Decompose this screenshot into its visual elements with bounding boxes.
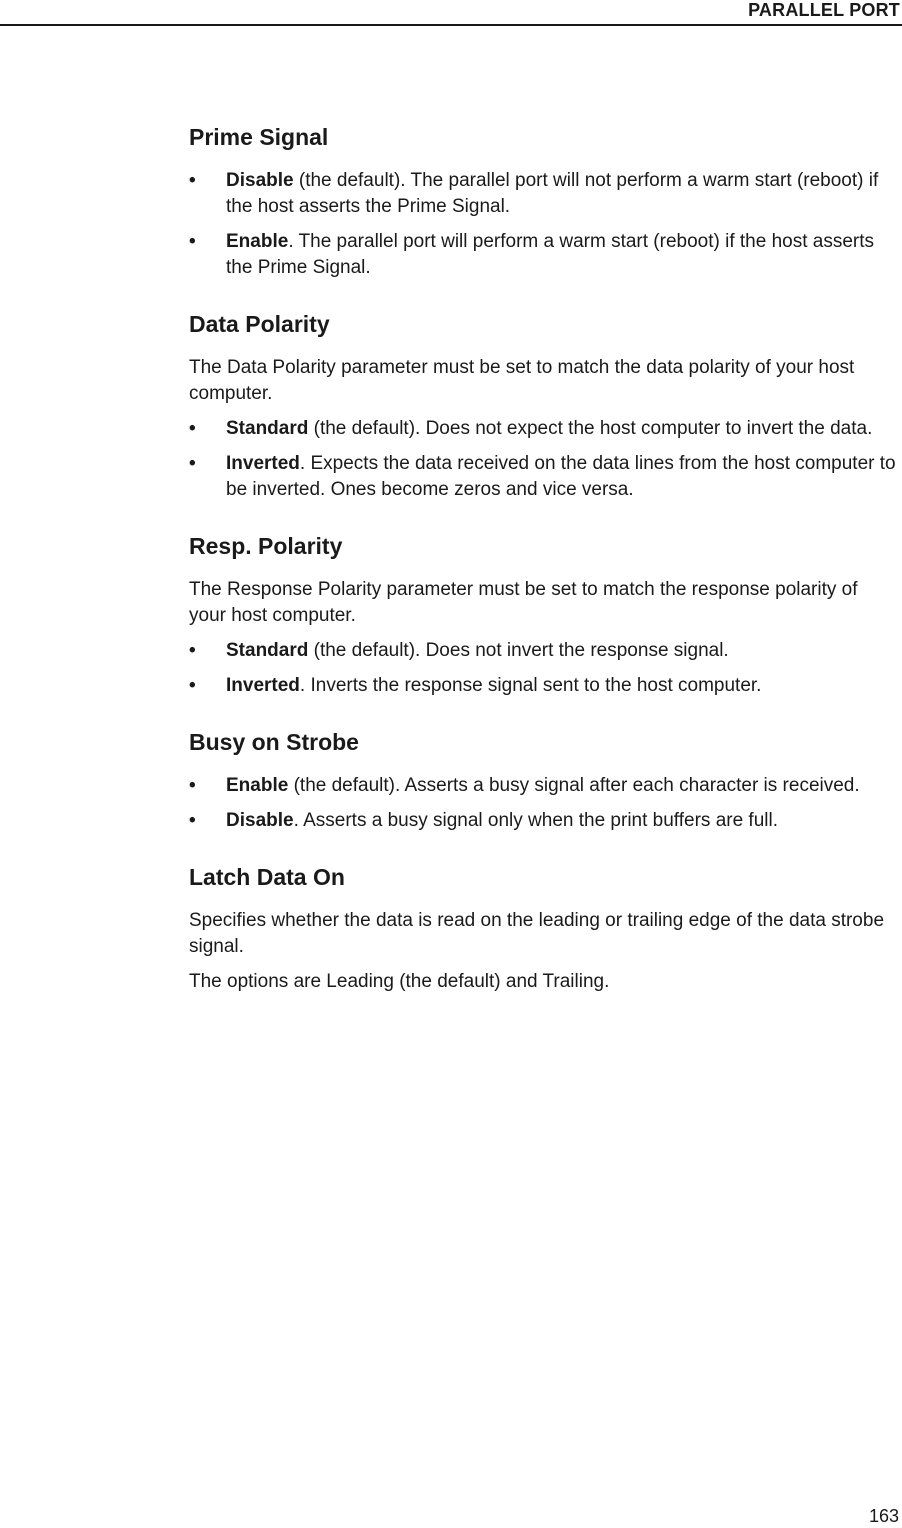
section-title: Prime Signal	[189, 124, 329, 150]
page-number: 163	[868, 1506, 899, 1526]
section-gap	[189, 290, 899, 309]
section-title: Busy on Strobe	[189, 729, 359, 755]
option-description: . The parallel port will perform a warm start (reboot) if the host asserts the Prime Signal.	[226, 231, 875, 278]
option-description: (the default). Asserts a busy signal after each character is received.	[288, 775, 860, 796]
option-term: Standard	[226, 418, 309, 439]
section-resp-polarity	[189, 531, 899, 699]
bullet-icon: •	[189, 453, 196, 474]
section-intro: The Response Polarity parameter must be set to match the response polarity of your host computer.	[189, 579, 858, 626]
section-gap	[189, 708, 899, 727]
section-paragraph: Specifies whether the data is read on the leading or trailing edge of the data strobe signal.	[189, 910, 885, 957]
list-item	[189, 416, 899, 442]
list-item	[189, 451, 899, 503]
section-paragraph: The options are Leading (the default) and Trailing.	[189, 971, 610, 992]
bullet-list	[189, 168, 899, 281]
list-item	[189, 229, 899, 281]
option-term: Enable	[226, 231, 289, 252]
bullet-icon: •	[189, 675, 196, 696]
bullet-icon: •	[189, 231, 196, 252]
option-description: (the default). The parallel port will not perform a warm start (reboot) if the host asserts the Prime Signal.	[226, 170, 879, 217]
section-prime-signal	[189, 122, 899, 281]
list-item	[189, 638, 899, 664]
section-busy-on-strobe	[189, 727, 899, 834]
bullet-icon: •	[189, 810, 196, 831]
option-description: . Inverts the response signal sent to the host computer.	[299, 675, 762, 696]
bullet-icon: •	[189, 418, 196, 439]
section-intro: The Data Polarity parameter must be set to match the data polarity of your host computer.	[189, 357, 855, 404]
list-item	[189, 168, 899, 220]
bullet-list	[189, 416, 899, 503]
bullet-icon: •	[189, 775, 196, 796]
page-content	[189, 122, 899, 1004]
section-title: Latch Data On	[189, 864, 345, 890]
section-gap	[189, 843, 899, 862]
option-description: . Expects the data received on the data lines from the host computer to be inverted. Ones become zeros and vice versa.	[226, 453, 896, 500]
section-latch-data-on	[189, 862, 899, 995]
option-term: Inverted	[226, 453, 300, 474]
option-description: (the default). Does not invert the response signal.	[308, 640, 729, 661]
option-term: Inverted	[226, 675, 300, 696]
bullet-list	[189, 638, 899, 699]
option-term: Disable	[226, 810, 294, 831]
option-description: . Asserts a busy signal only when the print buffers are full.	[293, 810, 779, 831]
option-term: Disable	[226, 170, 294, 191]
section-data-polarity	[189, 309, 899, 503]
list-item	[189, 673, 899, 699]
option-term: Enable	[226, 775, 289, 796]
list-item	[189, 773, 899, 799]
header-rule	[0, 24, 902, 26]
option-description: (the default). Does not expect the host computer to invert the data.	[308, 418, 873, 439]
running-header: PARALLEL PORT	[748, 0, 900, 20]
bullet-icon: •	[189, 640, 196, 661]
bullet-list	[189, 773, 899, 834]
section-title: Resp. Polarity	[189, 533, 343, 559]
section-title: Data Polarity	[189, 311, 330, 337]
option-term: Standard	[226, 640, 309, 661]
bullet-icon: •	[189, 170, 196, 191]
list-item	[189, 808, 899, 834]
section-gap	[189, 512, 899, 531]
